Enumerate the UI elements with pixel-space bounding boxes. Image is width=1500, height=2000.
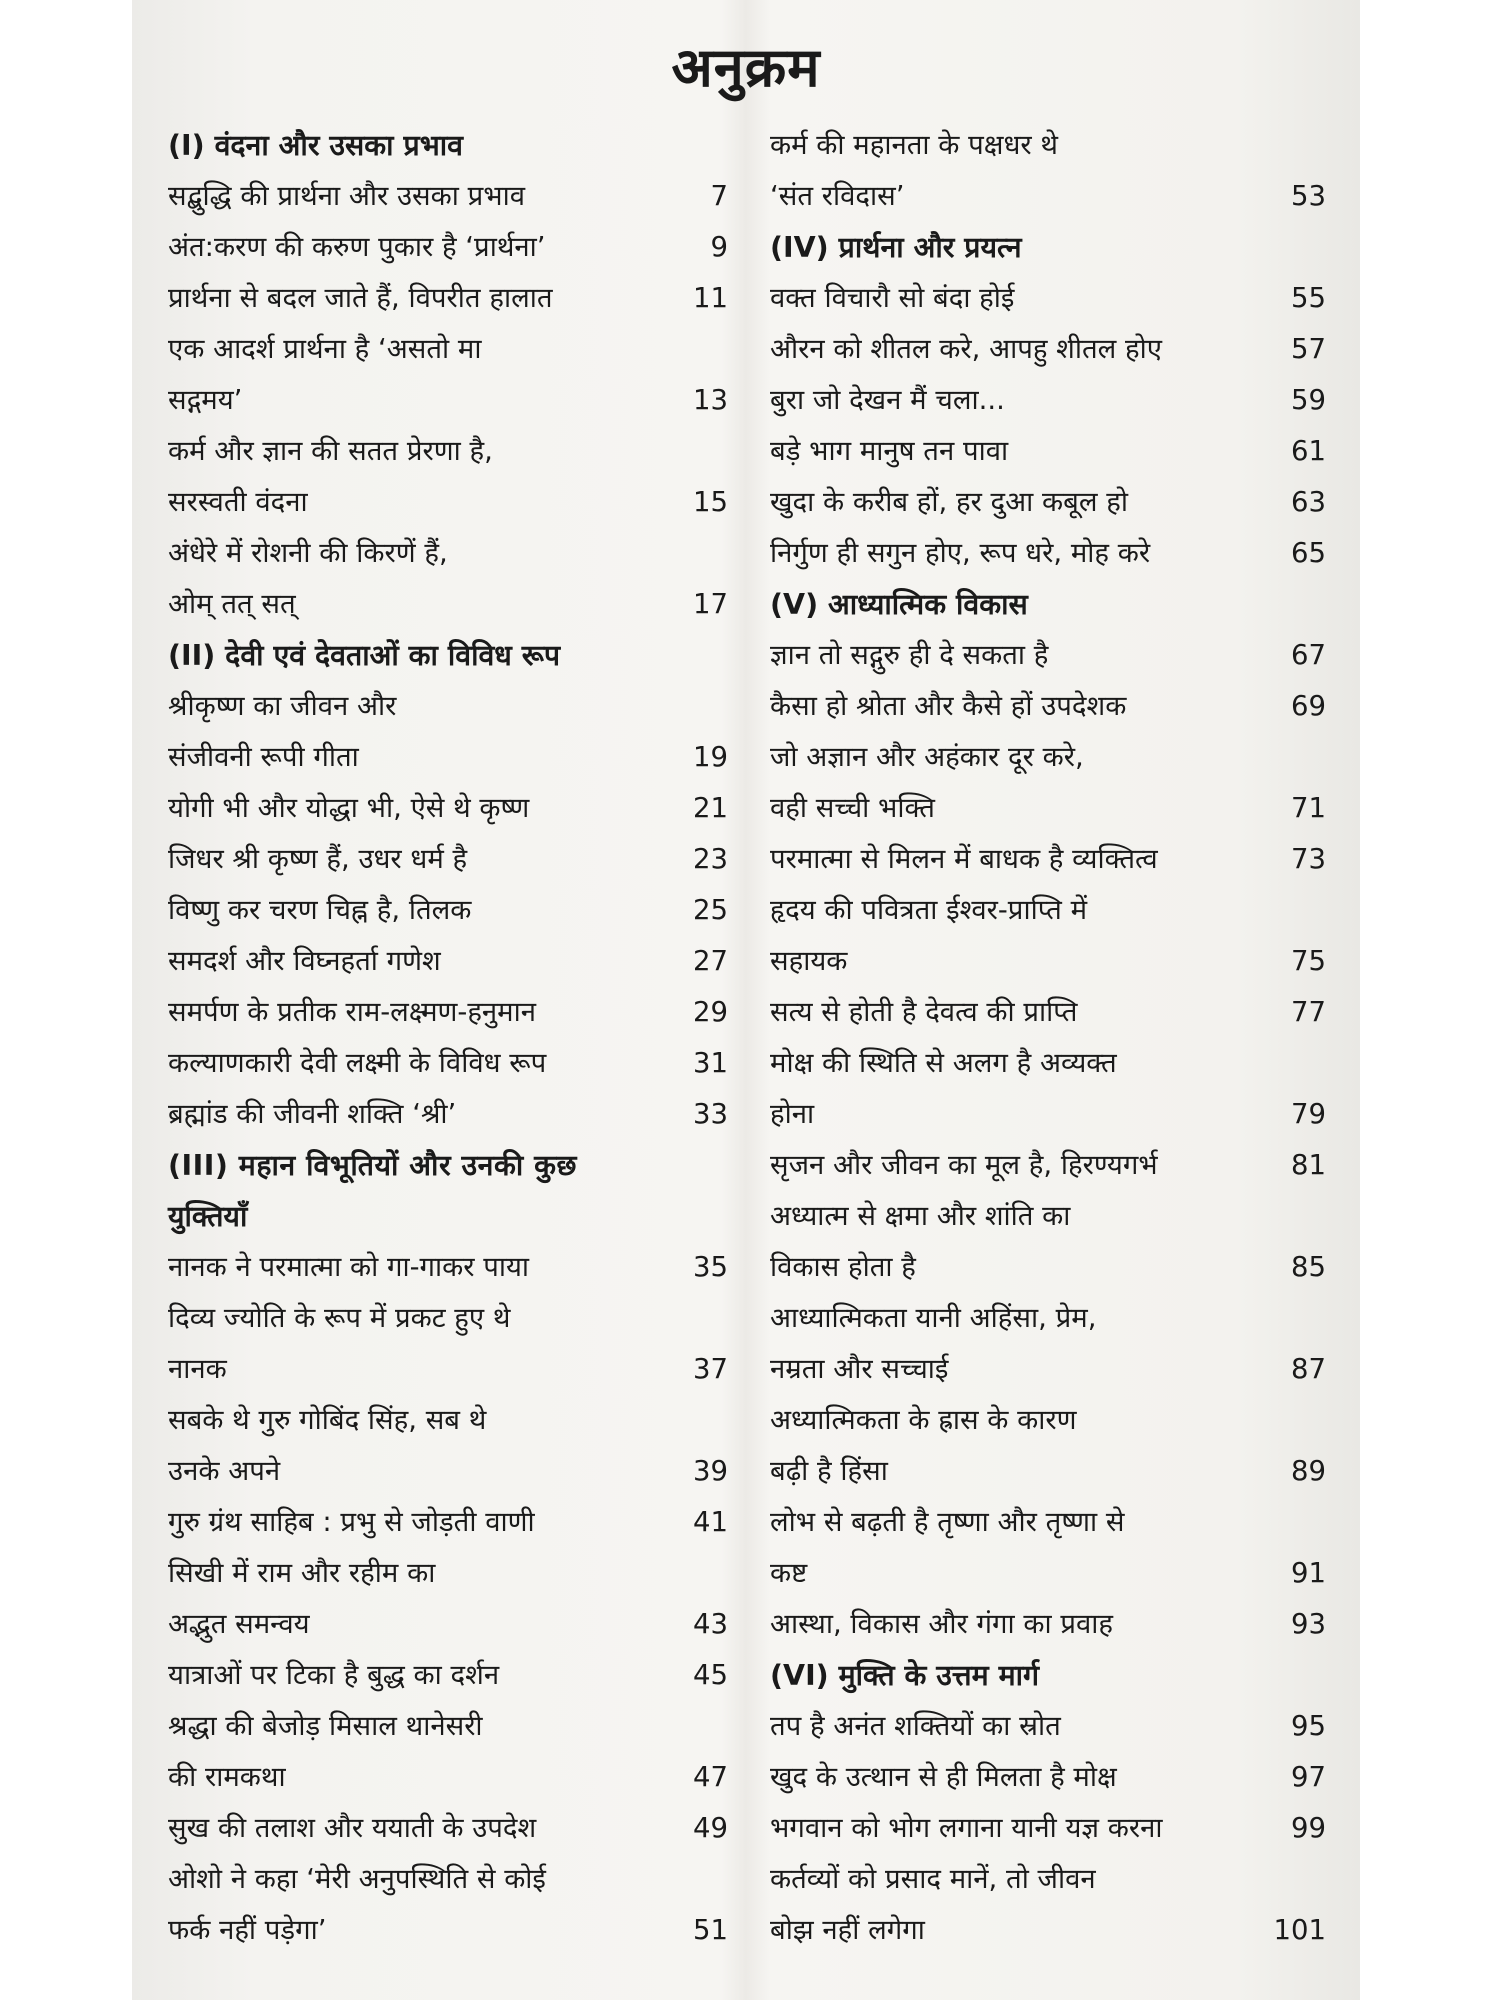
toc-entry [168,732,728,783]
toc-entry [168,1701,728,1752]
toc-entry [770,1446,1326,1497]
toc-page-number: 65 [1291,537,1326,569]
toc-entry-title: बोझ नहीं लगेगा [770,1914,925,1946]
toc-entry-title: भगवान को भोग लगाना यानी यज्ञ करना [770,1812,1163,1844]
toc-entry-title: बढ़ी है हिंसा [770,1455,888,1487]
toc-entry-title: अंत:करण की करुण पुकार है ‘प्रार्थना’ [168,231,546,263]
toc-page-number: 37 [693,1353,728,1385]
toc-entry [168,885,728,936]
page-title: अनुक्रम [671,36,821,99]
toc-entry [770,1905,1326,1956]
toc-entry-title: सहायक [770,945,848,977]
toc-page-number: 43 [693,1608,728,1640]
toc-entry [168,273,728,324]
toc-page-number: 47 [693,1761,728,1793]
toc-entry [168,1497,728,1548]
toc-entry [168,834,728,885]
toc-page-number: 19 [693,741,728,773]
toc-page-number: 53 [1291,180,1326,212]
toc-page-number: 85 [1291,1251,1326,1283]
toc-entry [168,171,728,222]
toc-page-number: 17 [693,588,728,620]
toc-page-number: 97 [1291,1761,1326,1793]
toc-entry-title: सुख की तलाश और ययाती के उपदेश [168,1812,537,1844]
toc-entry [168,324,728,375]
toc-entry-title: मोक्ष की स्थिति से अलग है अव्यक्त [770,1047,1117,1079]
toc-entry [770,120,1326,171]
toc-entry-title: समदर्श और विघ्नहर्ता गणेश [168,945,441,977]
toc-entry-title: की रामकथा [168,1761,286,1793]
toc-entry [770,426,1326,477]
toc-entry-title: कल्याणकारी देवी लक्ष्मी के विविध रूप [168,1047,547,1079]
toc-entry-title: सृजन और जीवन का मूल है, हिरण्यगर्भ [770,1149,1158,1181]
toc-entry [770,1803,1326,1854]
toc-entry-title: सिखी में राम और रहीम का [168,1557,436,1589]
toc-entry [168,1905,728,1956]
toc-entry [770,630,1326,681]
toc-entry [770,1599,1326,1650]
toc-entry [168,1650,728,1701]
toc-entry-title: खुदा के करीब हों, हर दुआ कबूल हो [770,486,1128,518]
toc-entry [168,1548,728,1599]
toc-entry [168,1803,728,1854]
toc-entry [770,528,1326,579]
toc-page-number: 51 [693,1914,728,1946]
toc-entry [770,1089,1326,1140]
toc-entry-title: (V) आध्यात्मिक विकास [770,588,1028,621]
toc-page-number: 87 [1291,1353,1326,1385]
toc-left-column [168,120,728,1956]
toc-page-number: 27 [693,945,728,977]
toc-entry-title: खुद के उत्थान से ही मिलता है मोक्ष [770,1761,1117,1793]
toc-entry-title: बुरा जो देखन मैं चला... [770,384,1005,416]
toc-entry-title: अंधेरे में रोशनी की किरणें हैं, [168,537,448,569]
toc-section-heading [770,222,1326,273]
toc-entry-title: युक्तियाँ [168,1200,248,1233]
toc-entry [168,1854,728,1905]
toc-entry-title: लोभ से बढ़ती है तृष्णा और तृष्णा से [770,1506,1125,1538]
toc-entry [770,171,1326,222]
toc-entry-title: अद्भुत समन्वय [168,1608,310,1640]
toc-page-number: 21 [693,792,728,824]
toc-page-number: 61 [1291,435,1326,467]
toc-entry-title: विष्णु कर चरण चिह्न है, तिलक [168,894,472,926]
toc-entry-title: फर्क नहीं पड़ेगा’ [168,1914,327,1946]
toc-entry [168,579,728,630]
toc-entry-title: कर्तव्यों को प्रसाद मानें, तो जीवन [770,1863,1096,1895]
toc-page-number: 75 [1291,945,1326,977]
toc-page-number: 69 [1291,690,1326,722]
toc-entry [770,1140,1326,1191]
toc-entry-title: योगी भी और योद्धा भी, ऐसे थे कृष्ण [168,792,530,824]
toc-entry [770,834,1326,885]
toc-section-heading [168,630,728,681]
toc-page-number: 101 [1273,1914,1326,1946]
toc-entry [770,375,1326,426]
toc-page-number: 63 [1291,486,1326,518]
toc-entry [770,1497,1326,1548]
toc-entry [168,1293,728,1344]
toc-entry-title: वक्त विचारौ सो बंदा होई [770,282,1015,314]
toc-entry [770,1191,1326,1242]
toc-page-number: 45 [693,1659,728,1691]
toc-entry-title: ब्रह्मांड की जीवनी शक्ति ‘श्री’ [168,1098,457,1130]
toc-entry-title: उनके अपने [168,1455,281,1487]
toc-entry-title: होना [770,1098,815,1130]
toc-entry [168,477,728,528]
toc-section-heading [770,579,1326,630]
toc-entry-title: एक आदर्श प्रार्थना है ‘असतो मा [168,333,482,365]
toc-entry [770,987,1326,1038]
toc-entry [168,1446,728,1497]
toc-entry-title: वही सच्ची भक्ति [770,792,935,824]
toc-page-number: 23 [693,843,728,875]
toc-section-heading [168,1140,728,1191]
toc-entry-title: श्रद्धा की बेजोड़ मिसाल थानेसरी [168,1710,483,1742]
toc-section-heading [770,1650,1326,1701]
toc-entry [770,477,1326,528]
toc-entry [770,1854,1326,1905]
toc-entry-title: ओम् तत् सत् [168,588,296,620]
toc-page-number: 73 [1291,843,1326,875]
toc-entry [168,1038,728,1089]
toc-page-number: 99 [1291,1812,1326,1844]
toc-right-column [770,120,1326,1956]
toc-entry-title: परमात्मा से मिलन में बाधक है व्यक्तित्व [770,843,1158,875]
toc-page-number: 55 [1291,282,1326,314]
toc-entry-title: कैसा हो श्रोता और कैसे हों उपदेशक [770,690,1127,722]
toc-entry [168,783,728,834]
toc-page-number: 9 [710,231,728,263]
toc-entry-title: कर्म की महानता के पक्षधर थे [770,129,1058,161]
toc-entry-title: सद्बुद्धि की प्रार्थना और उसका प्रभाव [168,180,525,212]
toc-entry [168,222,728,273]
toc-entry-title: आस्था, विकास और गंगा का प्रवाह [770,1608,1114,1640]
toc-entry [770,1752,1326,1803]
toc-page-number: 15 [693,486,728,518]
toc-page-number: 59 [1291,384,1326,416]
toc-section-heading [168,1191,728,1242]
toc-entry [770,1293,1326,1344]
toc-page-number: 31 [693,1047,728,1079]
toc-entry-title: विकास होता है [770,1251,916,1283]
toc-entry-title: सद्गमय’ [168,384,243,416]
toc-entry [770,1038,1326,1089]
toc-page-number: 33 [693,1098,728,1130]
toc-entry [168,1089,728,1140]
toc-entry [770,1344,1326,1395]
toc-entry [168,681,728,732]
toc-page-number: 81 [1291,1149,1326,1181]
toc-entry [770,885,1326,936]
toc-entry-title: नानक [168,1353,227,1385]
toc-entry-title: नानक ने परमात्मा को गा-गाकर पाया [168,1251,530,1283]
toc-entry-title: कष्ट [770,1557,808,1589]
toc-entry [168,375,728,426]
toc-entry [168,1599,728,1650]
toc-entry [168,426,728,477]
toc-entry-title: (VI) मुक्ति के उत्तम मार्ग [770,1659,1040,1692]
toc-entry-title: (II) देवी एवं देवताओं का विविध रूप [168,639,561,672]
toc-entry [168,1395,728,1446]
toc-page-number: 77 [1291,996,1326,1028]
toc-entry [168,1344,728,1395]
toc-entry-title: अध्यात्म से क्षमा और शांति का [770,1200,1071,1232]
toc-page-number: 13 [693,384,728,416]
toc-page-number: 49 [693,1812,728,1844]
toc-entry [770,1242,1326,1293]
toc-entry-title: ओशो ने कहा ‘मेरी अनुपस्थिति से कोई [168,1863,546,1895]
toc-entry-title: बड़े भाग मानुष तन पावा [770,435,1009,467]
toc-page-number: 79 [1291,1098,1326,1130]
toc-entry [770,936,1326,987]
toc-page-number: 71 [1291,792,1326,824]
toc-section-heading [168,120,728,171]
toc-entry-title: सरस्वती वंदना [168,486,308,518]
toc-entry [770,681,1326,732]
toc-entry [168,1752,728,1803]
toc-entry-title: कर्म और ज्ञान की सतत प्रेरणा है, [168,435,493,467]
toc-page-number: 91 [1291,1557,1326,1589]
toc-entry-title: अध्यात्मिकता के ह्रास के कारण [770,1404,1077,1436]
toc-entry-title: (III) महान विभूतियों और उनकी कुछ [168,1149,578,1182]
toc-entry-title: दिव्य ज्योति के रूप में प्रकट हुए थे [168,1302,511,1334]
toc-entry [770,732,1326,783]
toc-entry-title: (IV) प्रार्थना और प्रयत्न [770,231,1022,264]
book-page [132,0,1360,2000]
toc-page-number: 95 [1291,1710,1326,1742]
toc-entry-title: नम्रता और सच्चाई [770,1353,949,1385]
toc-entry-title: ज्ञान तो सद्गुरु ही दे सकता है [770,639,1049,671]
toc-entry [168,528,728,579]
toc-page-number: 39 [693,1455,728,1487]
toc-entry-title: समर्पण के प्रतीक राम-लक्ष्मण-हनुमान [168,996,537,1028]
toc-entry [770,273,1326,324]
toc-entry [168,1242,728,1293]
toc-page-number: 89 [1291,1455,1326,1487]
toc-page-number: 57 [1291,333,1326,365]
toc-page-number: 29 [693,996,728,1028]
toc-entry-title: औरन को शीतल करे, आपहु शीतल होए [770,333,1162,365]
toc-entry [770,1395,1326,1446]
toc-entry-title: श्रीकृष्ण का जीवन और [168,690,397,722]
toc-page-number: 7 [710,180,728,212]
toc-page-number: 41 [693,1506,728,1538]
toc-entry-title: ‘संत रविदास’ [770,180,905,212]
toc-page-number: 11 [693,282,728,314]
toc-entry [168,936,728,987]
toc-page-number: 25 [693,894,728,926]
toc-entry [770,1701,1326,1752]
toc-entry-title: तप है अनंत शक्तियों का स्रोत [770,1710,1061,1742]
toc-entry [168,987,728,1038]
toc-entry [770,324,1326,375]
toc-entry-title: संजीवनी रूपी गीता [168,741,359,773]
toc-entry-title: यात्राओं पर टिका है बुद्ध का दर्शन [168,1659,500,1691]
toc-entry-title: गुरु ग्रंथ साहिब : प्रभु से जोड़ती वाणी [168,1506,535,1538]
toc-page-number: 93 [1291,1608,1326,1640]
toc-entry-title: हृदय की पवित्रता ईश्वर-प्राप्ति में [770,894,1088,926]
toc-entry-title: आध्यात्मिकता यानी अहिंसा, प्रेम, [770,1302,1097,1334]
toc-entry-title: सत्य से होती है देवत्व की प्राप्ति [770,996,1078,1028]
toc-entry-title: जिधर श्री कृष्ण हैं, उधर धर्म है [168,843,468,875]
toc-entry-title: जो अज्ञान और अहंकार दूर करे, [770,741,1084,773]
toc-entry-title: (I) वंदना और उसका प्रभाव [168,129,463,162]
toc-page-number: 35 [693,1251,728,1283]
toc-entry [770,1548,1326,1599]
toc-entry [770,783,1326,834]
toc-entry-title: प्रार्थना से बदल जाते हैं, विपरीत हालात [168,282,553,314]
toc-page-number: 67 [1291,639,1326,671]
toc-entry-title: निर्गुण ही सगुन होए, रूप धरे, मोह करे [770,537,1151,569]
toc-entry-title: सबके थे गुरु गोबिंद सिंह, सब थे [168,1404,487,1436]
